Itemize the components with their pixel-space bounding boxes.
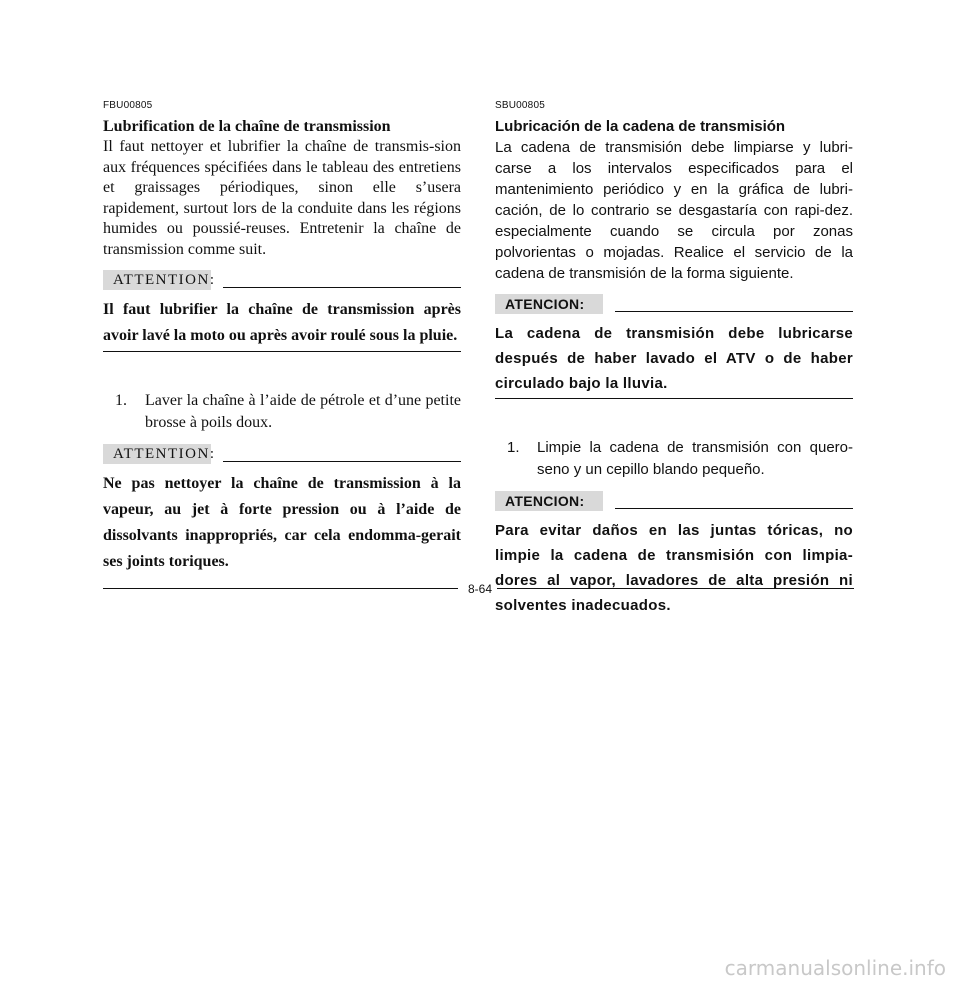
step-item (103, 390, 461, 434)
page-number: 8-64 (467, 582, 493, 596)
section-heading: Lubricación de la cadena de transmisión (495, 118, 786, 135)
watermark: carmanualsonline.info (724, 956, 946, 980)
attention-header (495, 490, 853, 512)
attention-rule (223, 287, 461, 288)
attention-text: Para evitar daños en las juntas tóricas, no limpie la cadena de transmisión con limpia-dores al vapor, lavadores de alta presión ni solventes inadecuados. (495, 522, 853, 614)
footer-rule-right (497, 588, 854, 589)
attention-text: Il faut lubrifier la chaîne de transmission après avoir lavé la moto ou après avoir roulé sous la pluie. (103, 297, 461, 352)
attention-text: La cadena de transmisión debe lubricarse después de haber lavado el ATV o de haber circulado bajo la lluvia. (495, 321, 853, 399)
intro-paragraph: La cadena de transmisión debe limpiarse y lubri-carse a los intervalos especificados para el mantenimiento periódico y en la gráfica de lubri-cación, de lo contrario se desgastaría con rapi-dez. especialmente cuando se circula por zonas polvorientas o mojadas. Realice el servicio de la cadena de transmisión de la forma siguiente. (495, 139, 853, 282)
attention-rule (615, 311, 853, 312)
attention-label: ATENCION: (495, 294, 603, 314)
attention-header (103, 269, 461, 291)
spanish-column (495, 100, 853, 620)
step-item (495, 437, 853, 481)
step-number: 1. (115, 392, 127, 409)
attention-label: ATENCION: (495, 491, 603, 511)
section-heading: Lubrification de la chaîne de transmission (103, 118, 391, 135)
step-text: Laver la chaîne à l’aide de pétrole et d’une petite brosse à poils doux. (145, 392, 461, 431)
section-code: FBU00805 (103, 100, 153, 111)
attention-rule (223, 461, 461, 462)
intro-paragraph: Il faut nettoyer et lubrifier la chaîne de transmis-sion aux fréquences spécifiées dans le tableau des entretiens et graissages périodiques, sinon elle s’usera rapidement, surtout lors de la conduite dans les régions humides ou poussié-reuses. Entretenir la chaîne de transmission comme suit. (103, 138, 461, 258)
attention-header (103, 443, 461, 465)
attention-text: Ne pas nettoyer la chaîne de transmission à la vapeur, au jet à forte pression ou à l’aide de dissolvants inappropriés, car cela endomma-gerait ses joints toriques. (103, 475, 461, 570)
attention-rule (615, 508, 853, 509)
step-text: Limpie la cadena de transmisión con quero-seno y un cepillo blando pequeño. (537, 439, 853, 478)
section-code: SBU00805 (495, 100, 545, 111)
attention-label: ATTENTION: (103, 270, 211, 290)
step-number: 1. (507, 439, 520, 456)
attention-label: ATTENTION: (103, 444, 211, 464)
french-column (103, 100, 461, 577)
attention-header (495, 293, 853, 315)
